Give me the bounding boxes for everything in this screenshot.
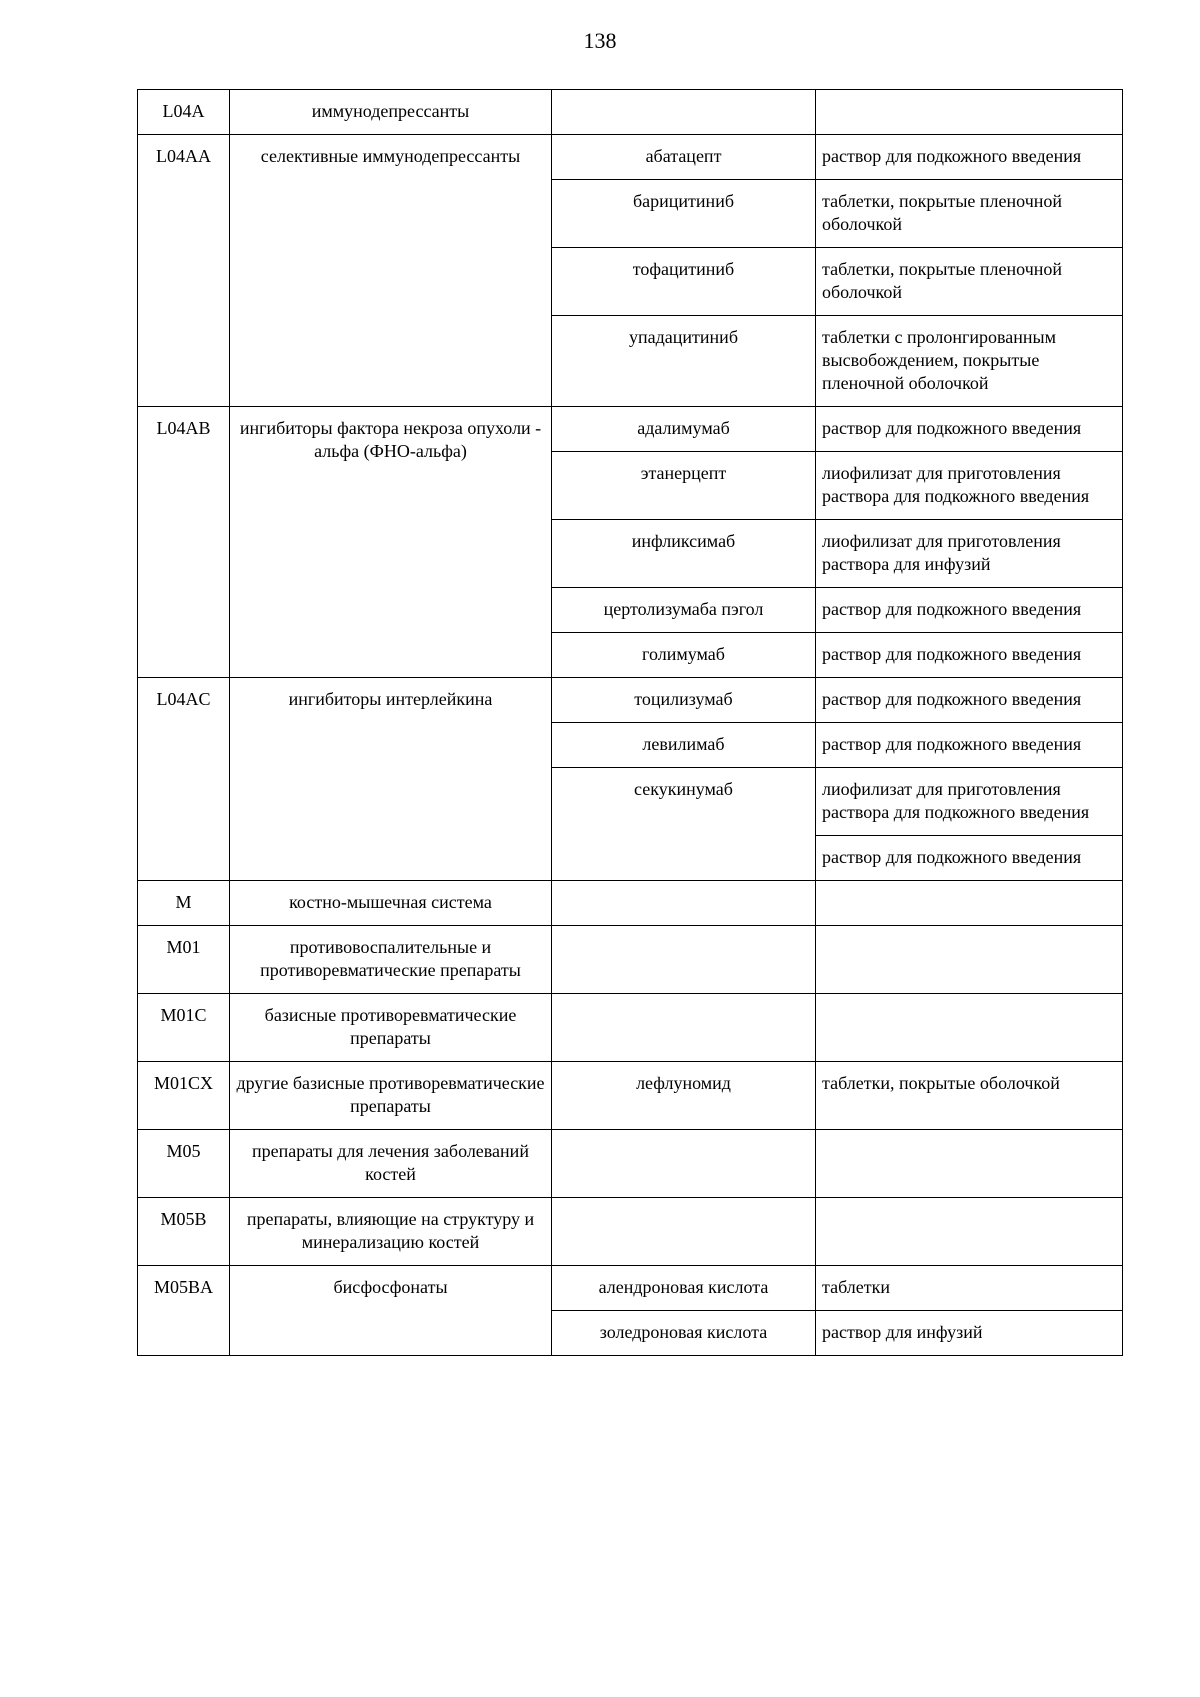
atc-code-cell: M	[138, 881, 230, 926]
atc-code-cell: M05BA	[138, 1266, 230, 1356]
atc-group-cell: иммунодепрессанты	[230, 90, 552, 135]
dosage-form-cell	[816, 881, 1123, 926]
drug-name-cell: адалимумаб	[552, 407, 816, 452]
atc-code-cell: L04A	[138, 90, 230, 135]
atc-group-cell: бисфосфонаты	[230, 1266, 552, 1356]
dosage-form-cell: раствор для подкожного введения	[816, 723, 1123, 768]
atc-code-cell: L04AC	[138, 678, 230, 881]
dosage-form-cell: раствор для подкожного введения	[816, 836, 1123, 881]
dosage-form-cell: раствор для подкожного введения	[816, 588, 1123, 633]
atc-group-cell: селективные иммунодепрессанты	[230, 135, 552, 407]
dosage-form-cell: таблетки, покрытые оболочкой	[816, 1062, 1123, 1130]
atc-group-cell: препараты для лечения заболеваний костей	[230, 1130, 552, 1198]
drug-name-cell: упадацитиниб	[552, 316, 816, 407]
table-row	[138, 1062, 1123, 1130]
drug-name-cell: тофацитиниб	[552, 248, 816, 316]
atc-code-cell: M01C	[138, 994, 230, 1062]
table-row	[138, 407, 1123, 452]
dosage-form-cell: таблетки	[816, 1266, 1123, 1311]
drug-name-cell: золедроновая кислота	[552, 1311, 816, 1356]
table-row	[138, 1198, 1123, 1266]
dosage-form-cell: раствор для подкожного введения	[816, 135, 1123, 180]
table-row	[138, 994, 1123, 1062]
drug-name-cell	[552, 90, 816, 135]
dosage-form-cell: раствор для инфузий	[816, 1311, 1123, 1356]
dosage-form-cell: таблетки, покрытые пленочной оболочкой	[816, 248, 1123, 316]
drug-name-cell: цертолизумаба пэгол	[552, 588, 816, 633]
atc-group-cell: препараты, влияющие на структуру и минерализацию костей	[230, 1198, 552, 1266]
dosage-form-cell: таблетки с пролонгированным высвобождением, покрытые пленочной оболочкой	[816, 316, 1123, 407]
dosage-form-cell: лиофилизат для приготовления раствора для подкожного введения	[816, 768, 1123, 836]
table-row	[138, 881, 1123, 926]
drug-name-cell: голимумаб	[552, 633, 816, 678]
table-row	[138, 926, 1123, 994]
table-row	[138, 90, 1123, 135]
dosage-form-cell: таблетки, покрытые пленочной оболочкой	[816, 180, 1123, 248]
atc-table-body	[138, 90, 1123, 1356]
table-row	[138, 1130, 1123, 1198]
dosage-form-cell: раствор для подкожного введения	[816, 678, 1123, 723]
drug-name-cell: алендроновая кислота	[552, 1266, 816, 1311]
atc-code-cell: M05	[138, 1130, 230, 1198]
table-row	[138, 678, 1123, 723]
atc-group-cell: костно-мышечная система	[230, 881, 552, 926]
atc-code-cell: L04AB	[138, 407, 230, 678]
page-number: 138	[583, 28, 617, 53]
dosage-form-cell: раствор для подкожного введения	[816, 407, 1123, 452]
drug-name-cell	[552, 1198, 816, 1266]
drug-name-cell	[552, 926, 816, 994]
dosage-form-cell	[816, 1130, 1123, 1198]
drug-name-cell	[552, 881, 816, 926]
dosage-form-cell: лиофилизат для приготовления раствора для подкожного введения	[816, 452, 1123, 520]
atc-group-cell: противовоспалительные и противоревматические препараты	[230, 926, 552, 994]
atc-code-cell: M05B	[138, 1198, 230, 1266]
drug-name-cell: тоцилизумаб	[552, 678, 816, 723]
atc-code-cell: M01	[138, 926, 230, 994]
dosage-form-cell: раствор для подкожного введения	[816, 633, 1123, 678]
dosage-form-cell	[816, 1198, 1123, 1266]
table-row	[138, 135, 1123, 180]
dosage-form-cell	[816, 926, 1123, 994]
drug-name-cell: секукинумаб	[552, 768, 816, 881]
atc-code-cell: M01CX	[138, 1062, 230, 1130]
atc-code-cell: L04AA	[138, 135, 230, 407]
drug-name-cell: левилимаб	[552, 723, 816, 768]
dosage-form-cell: лиофилизат для приготовления раствора для инфузий	[816, 520, 1123, 588]
drug-name-cell: этанерцепт	[552, 452, 816, 520]
atc-group-cell: ингибиторы интерлейкина	[230, 678, 552, 881]
dosage-form-cell	[816, 90, 1123, 135]
atc-drug-table	[137, 89, 1123, 1356]
atc-group-cell: ингибиторы фактора некроза опухоли - альфа (ФНО-альфа)	[230, 407, 552, 678]
drug-name-cell: лефлуномид	[552, 1062, 816, 1130]
dosage-form-cell	[816, 994, 1123, 1062]
drug-name-cell: барицитиниб	[552, 180, 816, 248]
drug-name-cell: абатацепт	[552, 135, 816, 180]
drug-name-cell: инфликсимаб	[552, 520, 816, 588]
table-row	[138, 1266, 1123, 1311]
drug-name-cell	[552, 994, 816, 1062]
atc-group-cell: базисные противоревматические препараты	[230, 994, 552, 1062]
atc-group-cell: другие базисные противоревматические препараты	[230, 1062, 552, 1130]
drug-name-cell	[552, 1130, 816, 1198]
